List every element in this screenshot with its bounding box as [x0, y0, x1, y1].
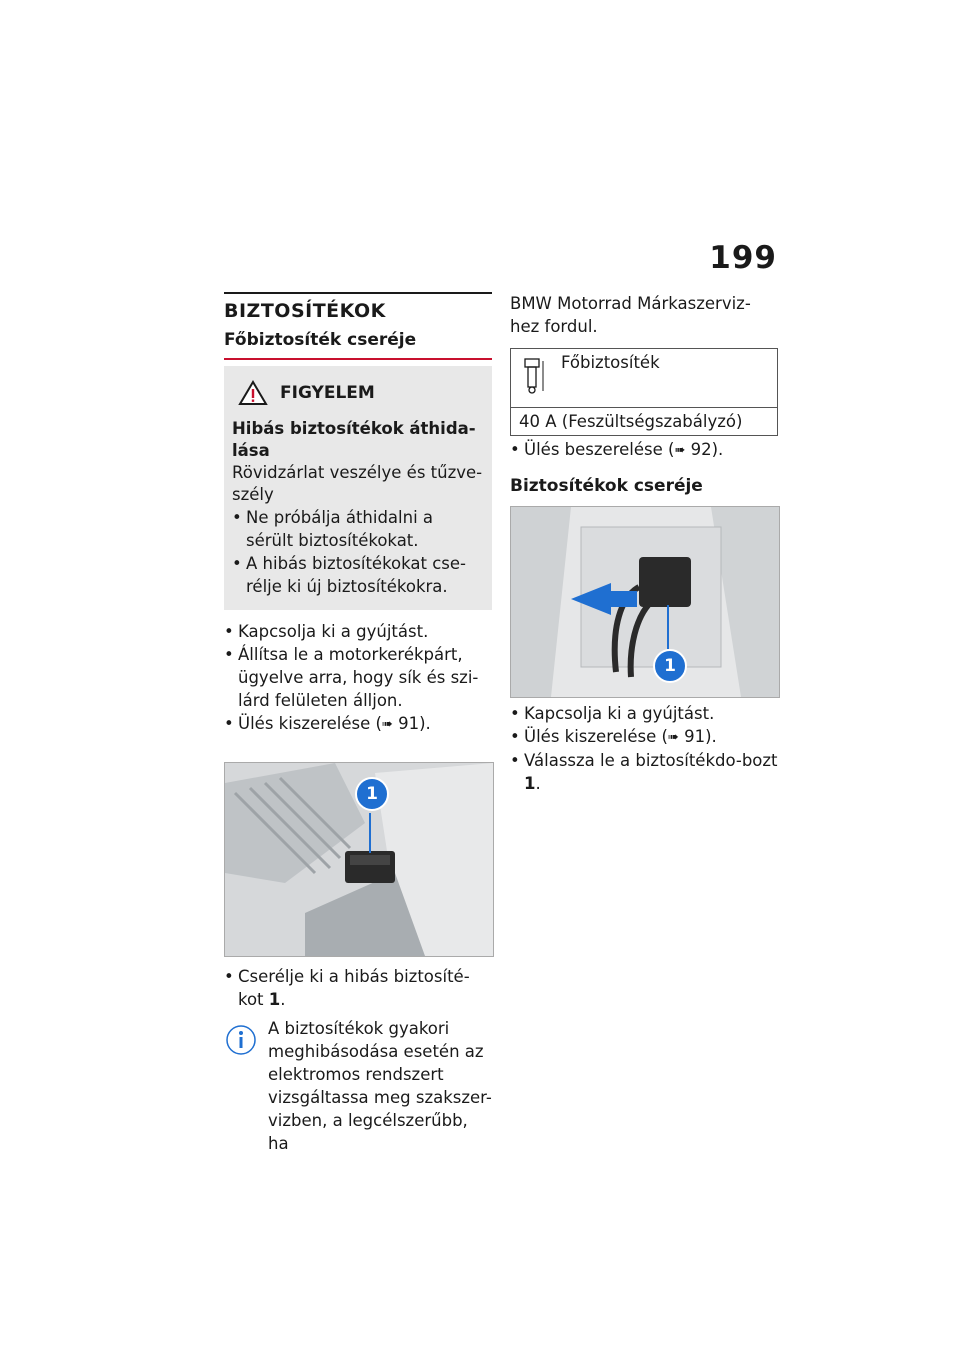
warning-description: Rövidzárlat veszélye és tűzve-szély	[232, 463, 483, 504]
fuse-icon	[521, 357, 547, 395]
warning-header	[238, 380, 484, 406]
warning-label: FIGYELEM	[280, 383, 375, 403]
step-item: • Kapcsolja ki a gyújtást.	[510, 702, 780, 725]
step-item-disconnect: • Válassza le a biztosítékdo-bozt 1.	[510, 749, 780, 795]
install-step-list	[510, 438, 780, 462]
photo-fuse-box	[510, 506, 780, 698]
step-item: • Kapcsolja ki a gyújtást.	[224, 620, 492, 643]
step-item-seat-removal: • Ülés kiszerelése (➠ 91).	[510, 725, 780, 749]
fuse-step-list	[510, 702, 780, 795]
callout-1: 1	[653, 649, 687, 683]
step-item-seat-install: • Ülés beszerelése (➠ 92).	[510, 438, 780, 462]
step-item-replace: • Cserélje ki a hibás biztosíté-kot 1.	[224, 965, 492, 1011]
fuse-table-value: 40 A (Feszültségszabályzó)	[511, 408, 778, 436]
warning-heading: Hibás biztosítékok áthida-lása	[232, 419, 476, 460]
photo-main-fuse	[224, 762, 494, 957]
step-list	[224, 620, 492, 736]
info-note-text: A biztosítékok gyakori meghibásodása esetén az elektromos rendszert vizsgáltassa meg szakszer-vizben, a legcélszerűbb, ha	[268, 1019, 492, 1153]
warning-item: • Ne próbálja áthidalni a sérült biztosítékokat.	[232, 506, 484, 552]
arrow-ref-icon: ➠	[381, 717, 393, 732]
subsection-title-main-fuse: Főbiztosíték cseréje	[224, 330, 492, 360]
page-ref-link[interactable]: 91).	[684, 727, 717, 746]
step-item: • Állítsa le a motorkerékpárt, ügyelve arra, hogy sík és szi-lárd felületen álljon.	[224, 643, 492, 712]
fuse-table	[510, 348, 778, 436]
subsection-title-fuses: Biztosítékok cseréje	[510, 476, 703, 496]
warning-triangle-icon	[238, 380, 268, 406]
info-note	[224, 1017, 492, 1155]
warning-box	[224, 366, 492, 610]
page-ref-link[interactable]: 92).	[690, 440, 724, 459]
page-ref-link[interactable]: 91).	[398, 714, 431, 733]
warning-list	[232, 506, 484, 598]
continuation-text: BMW Motorrad Márkaszerviz-hez fordul.	[510, 294, 751, 336]
fuse-table-header: Főbiztosíték	[561, 353, 660, 372]
step-item-seat-removal: • Ülés kiszerelése (➠ 91).	[224, 712, 492, 736]
warning-item: • A hibás biztosítékokat cse-rélje ki új biztosítékokra.	[232, 552, 484, 598]
photo-illustration	[511, 507, 779, 697]
info-icon	[224, 1023, 258, 1059]
fuse-table-header-cell	[511, 349, 778, 408]
section-title: BIZTOSÍTÉKOK	[224, 292, 492, 322]
step-list-replace	[224, 965, 492, 1011]
arrow-ref-icon: ➠	[674, 443, 686, 458]
page-number: 199	[709, 240, 777, 276]
right-column	[510, 292, 780, 795]
callout-1: 1	[355, 777, 389, 811]
left-column	[224, 292, 492, 1155]
arrow-ref-icon: ➠	[667, 730, 679, 745]
